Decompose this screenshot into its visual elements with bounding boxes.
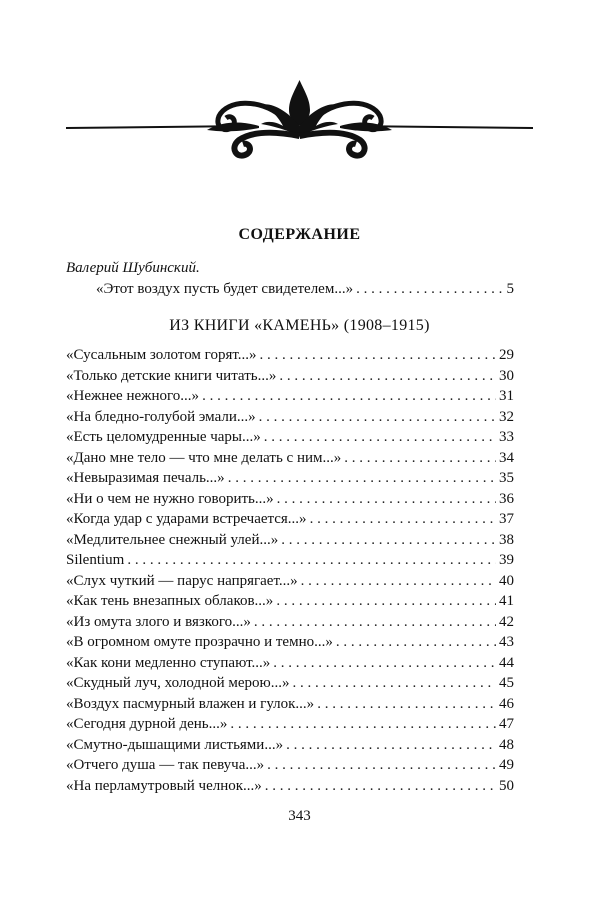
entry-title: «В огромном омуте прозрачно и темно...» [66, 634, 333, 650]
dot-leader [310, 511, 496, 528]
entry-page: 33 [499, 429, 514, 445]
dot-leader [336, 634, 496, 651]
entry-page: 35 [499, 470, 514, 486]
entry-title: «Слух чуткий — парус напрягает...» [66, 572, 298, 589]
toc-entry [66, 450, 514, 470]
entry-page: 46 [499, 695, 514, 712]
entry-title: «Отчего душа — так певуча...» [66, 757, 265, 773]
toc-entry [66, 409, 514, 429]
dot-leader [127, 552, 496, 569]
entry-title: «Воздух пасмурный влажен и гулок...» [66, 695, 315, 712]
entry-page: 42 [499, 613, 514, 630]
toc-entry [66, 470, 514, 490]
dot-leader [273, 655, 496, 672]
dot-leader [301, 573, 496, 590]
toc-entry [66, 716, 514, 736]
dot-leader [277, 491, 496, 508]
entry-title: «Когда удар с ударами встречается...» [66, 511, 307, 527]
entry-title: «Из омута злого и вязкого...» [66, 613, 251, 630]
dot-leader [230, 716, 496, 733]
entry-title: «На бледно-голубой эмали...» [66, 408, 256, 425]
dot-leader [259, 409, 496, 426]
dot-leader [267, 757, 496, 774]
dot-leader [344, 450, 496, 467]
toc-entry [66, 491, 514, 511]
entry-page: 32 [499, 408, 514, 425]
entry-page: 31 [499, 388, 514, 404]
dot-leader [281, 532, 496, 549]
toc-entry [66, 532, 514, 552]
entry-page: 34 [499, 449, 514, 466]
entry-page: 45 [499, 675, 514, 691]
entry-title: «Дано мне тело — что мне делать с ним...» [66, 449, 342, 466]
entry-page: 50 [499, 777, 514, 794]
toc-entry [66, 634, 514, 654]
dot-leader [264, 429, 496, 446]
entry-page: 30 [499, 367, 514, 384]
toc-entry [66, 757, 514, 777]
entry-title: «Как кони медленно ступают...» [66, 654, 271, 671]
toc-entry [66, 696, 514, 716]
entry-title: «Этот воздух пусть будет свидетелем...» [96, 281, 354, 297]
toc-entry [66, 655, 514, 675]
dot-leader [276, 593, 496, 610]
entry-title: «Есть целомудренные чары...» [66, 429, 261, 445]
entry-title: «Сегодня дурной день...» [66, 716, 228, 732]
entry-title: «Сусальным золотом горят...» [66, 347, 257, 363]
preface-entry [96, 281, 514, 301]
toc-entry [66, 552, 514, 572]
entry-page: 41 [499, 593, 514, 609]
entry-title: «Только детские книги читать...» [66, 367, 277, 384]
toc-entry [66, 778, 514, 798]
dot-leader [279, 368, 496, 385]
ornament-flourish [0, 70, 599, 160]
entry-page: 29 [499, 347, 514, 363]
dot-leader [356, 281, 503, 298]
entry-title: «Смутно-дышащими листьями...» [66, 736, 284, 753]
entry-title: «Скудный луч, холодной мерою...» [66, 675, 290, 691]
toc-entry [66, 593, 514, 613]
toc-entry [66, 511, 514, 531]
toc-entry [66, 614, 514, 634]
dot-leader [293, 675, 496, 692]
dot-leader [228, 470, 496, 487]
entry-title: «На перламутровый челнок...» [66, 777, 262, 794]
dot-leader [254, 614, 496, 631]
entry-title: «Медлительнее снежный улей...» [66, 531, 279, 548]
entry-title: «Ни о чем не нужно говорить...» [66, 490, 274, 507]
entry-page: 40 [499, 572, 514, 589]
dot-leader [317, 696, 496, 713]
entry-page: 44 [499, 654, 514, 671]
toc-entry [66, 347, 514, 367]
toc-entry [66, 368, 514, 388]
entry-page: 49 [499, 757, 514, 773]
page-title: СОДЕРЖАНИЕ [238, 226, 361, 243]
toc-entry [66, 675, 514, 695]
toc-entry [66, 737, 514, 757]
toc-entry [66, 429, 514, 449]
entry-page: 5 [506, 281, 514, 297]
toc-entry [66, 388, 514, 408]
page-number: 343 [288, 808, 311, 824]
entry-page: 37 [499, 511, 514, 527]
entry-page: 38 [499, 531, 514, 548]
dot-leader [202, 388, 496, 405]
preface-author: Валерий Шубинский. [66, 260, 200, 276]
section-heading: ИЗ КНИГИ «КАМЕНЬ» (1908–1915) [169, 317, 430, 334]
entry-title: Silentium [66, 552, 125, 568]
toc-entry [66, 573, 514, 593]
entry-page: 48 [499, 736, 514, 753]
entry-title: «Невыразимая печаль...» [66, 470, 225, 486]
dot-leader [260, 347, 496, 364]
entry-page: 47 [499, 716, 514, 732]
entry-title: «Как тень внезапных облаков...» [66, 593, 274, 609]
dot-leader [265, 778, 496, 795]
entry-title: «Нежнее нежного...» [66, 388, 200, 404]
entry-page: 36 [499, 490, 514, 507]
dot-leader [286, 737, 496, 754]
entry-page: 39 [499, 552, 514, 568]
entry-page: 43 [499, 634, 514, 650]
